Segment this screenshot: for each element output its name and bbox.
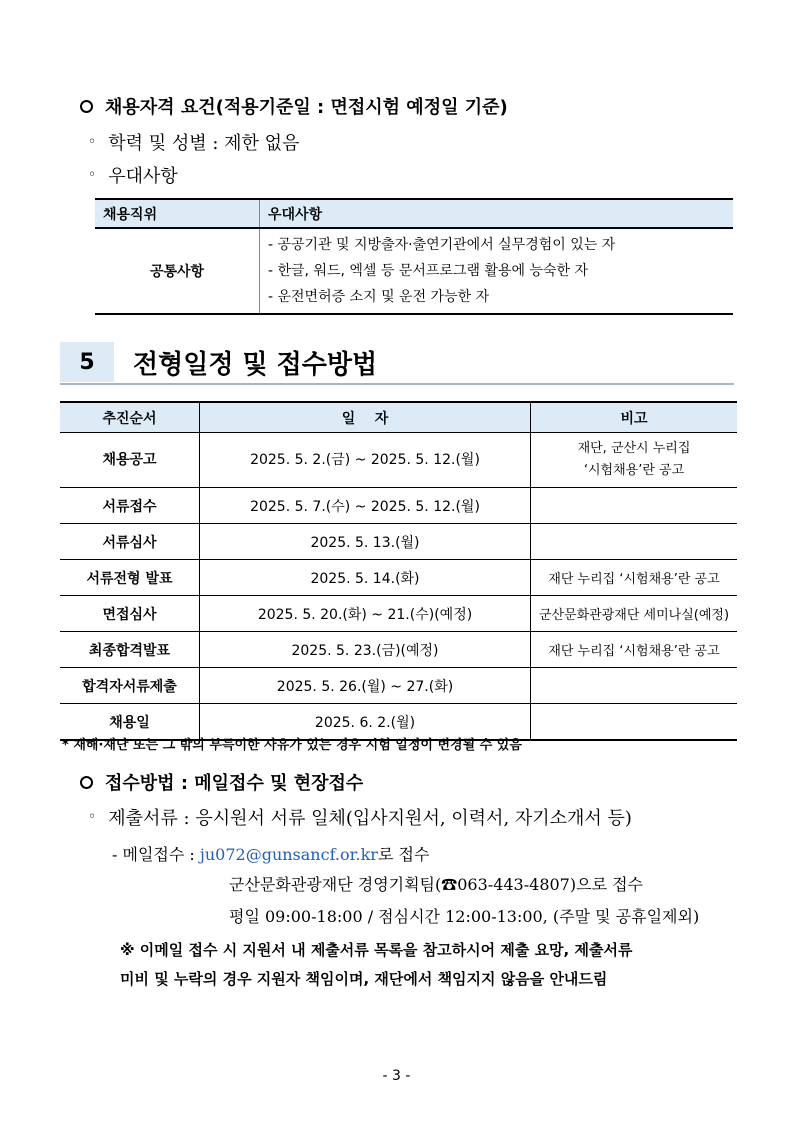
preference-line xyxy=(88,161,178,189)
table-row xyxy=(60,560,737,596)
note-cell xyxy=(531,488,738,524)
preference-table-row xyxy=(95,228,733,314)
circle-bullet-icon xyxy=(80,100,93,113)
date-cell: 2025. 5. 14.(화) xyxy=(200,560,531,596)
notice-line-1: ※ 이메일 접수 시 지원서 내 제출서류 목록을 참고하시어 제출 요망, 제출서류 xyxy=(120,941,633,959)
header-preference: 우대사항 xyxy=(260,199,734,228)
email-link[interactable]: ju072@gunsancf.or.kr xyxy=(199,845,378,864)
preference-item: - 한글, 워드, 엑셀 등 문서프로그램 활용에 능숙한 자 xyxy=(268,263,589,279)
email-line xyxy=(112,842,429,865)
preference-items xyxy=(260,228,734,314)
documents-line xyxy=(88,803,632,831)
table-row xyxy=(60,668,737,704)
notice-line-2: 미비 및 누락의 경우 지원자 책임이며, 재단에서 책임지지 않음을 안내드림 xyxy=(120,970,608,988)
step-cell: 채용공고 xyxy=(60,433,200,488)
circle-bullet-icon xyxy=(80,776,93,789)
preference-label: 우대사항 xyxy=(108,166,178,187)
date-cell: 2025. 5. 2.(금) ~ 2025. 5. 12.(월) xyxy=(200,433,531,488)
date-cell: 2025. 5. 13.(월) xyxy=(200,524,531,560)
preference-item: - 운전면허증 소지 및 운전 가능한 자 xyxy=(268,289,490,305)
schedule-footnote: * 재해·재난 또는 그 밖의 부득이한 사유가 있는 경우 시험 일정이 변경될 수 있음 xyxy=(62,738,522,753)
hours-line: 평일 09:00-18:00 / 점심시간 12:00-13:00, (주말 및 공휴일제외) xyxy=(229,907,700,926)
section-divider xyxy=(60,383,734,385)
note-line: 재단, 군산시 누리집 xyxy=(577,441,691,456)
preference-table xyxy=(95,198,733,315)
education-gender-line xyxy=(88,128,299,156)
documents-text: 제출서류 : 응시원서 서류 일체(입사지원서, 이력서, 자기소개서 등) xyxy=(108,808,632,829)
application-heading-text: 접수방법 : 메일접수 및 현장접수 xyxy=(105,773,364,794)
note-cell xyxy=(531,668,738,704)
step-cell: 면접심사 xyxy=(60,596,200,632)
date-cell: 2025. 6. 2.(월) xyxy=(200,704,531,741)
table-row xyxy=(60,524,737,560)
section-title: 전형일정 및 접수방법 xyxy=(133,349,378,380)
small-circle-bullet-icon: ◦ xyxy=(88,809,97,825)
preference-item: - 공공기관 및 지방출자·출연기관에서 실무경험이 있는 자 xyxy=(268,237,616,253)
note-cell xyxy=(531,433,738,488)
small-circle-bullet-icon: ◦ xyxy=(88,134,97,150)
row-label: 공통사항 xyxy=(95,228,260,314)
note-cell: 군산문화관광재단 세미나실(예정) xyxy=(531,596,738,632)
header-date: 일 자 xyxy=(200,402,531,433)
step-cell: 합격자서류제출 xyxy=(60,668,200,704)
schedule-table xyxy=(60,401,737,741)
table-row xyxy=(60,632,737,668)
page-number: - 3 - xyxy=(382,1068,411,1084)
education-gender-text: 학력 및 성별 : 제한 없음 xyxy=(108,133,300,154)
date-cell: 2025. 5. 26.(월) ~ 27.(화) xyxy=(200,668,531,704)
email-suffix: 로 접수 xyxy=(377,845,430,864)
note-cell: 재단 누리집 ‘시험채용’란 공고 xyxy=(531,560,738,596)
date-cell: 2025. 5. 20.(화) ~ 21.(수)(예정) xyxy=(200,596,531,632)
note-cell: 재단 누리집 ‘시험채용’란 공고 xyxy=(531,632,738,668)
header-note: 비고 xyxy=(531,402,738,433)
small-circle-bullet-icon: ◦ xyxy=(88,167,97,183)
section-number: 5 xyxy=(60,342,114,382)
step-cell: 최종합격발표 xyxy=(60,632,200,668)
header-position: 채용직위 xyxy=(95,199,260,228)
schedule-header xyxy=(60,402,737,433)
note-cell xyxy=(531,524,738,560)
table-row xyxy=(60,433,737,488)
table-row xyxy=(60,596,737,632)
table-row xyxy=(60,488,737,524)
eligibility-heading-text: 채용자격 요건(적용기준일 : 면접시험 예정일 기준) xyxy=(105,97,508,118)
onsite-line: 군산문화관광재단 경영기획팀(☎063-443-4807)으로 접수 xyxy=(229,875,644,894)
email-prefix: - 메일접수 : xyxy=(112,845,200,864)
step-cell: 채용일 xyxy=(60,704,200,741)
note-line: ‘시험채용’란 공고 xyxy=(583,463,685,478)
date-cell: 2025. 5. 23.(금)(예정) xyxy=(200,632,531,668)
application-heading xyxy=(80,768,363,796)
eligibility-heading xyxy=(80,92,508,120)
header-step: 추진순서 xyxy=(60,402,200,433)
preference-table-header xyxy=(95,199,733,228)
step-cell: 서류접수 xyxy=(60,488,200,524)
step-cell: 서류심사 xyxy=(60,524,200,560)
note-cell xyxy=(531,704,738,741)
date-cell: 2025. 5. 7.(수) ~ 2025. 5. 12.(월) xyxy=(200,488,531,524)
step-cell: 서류전형 발표 xyxy=(60,560,200,596)
